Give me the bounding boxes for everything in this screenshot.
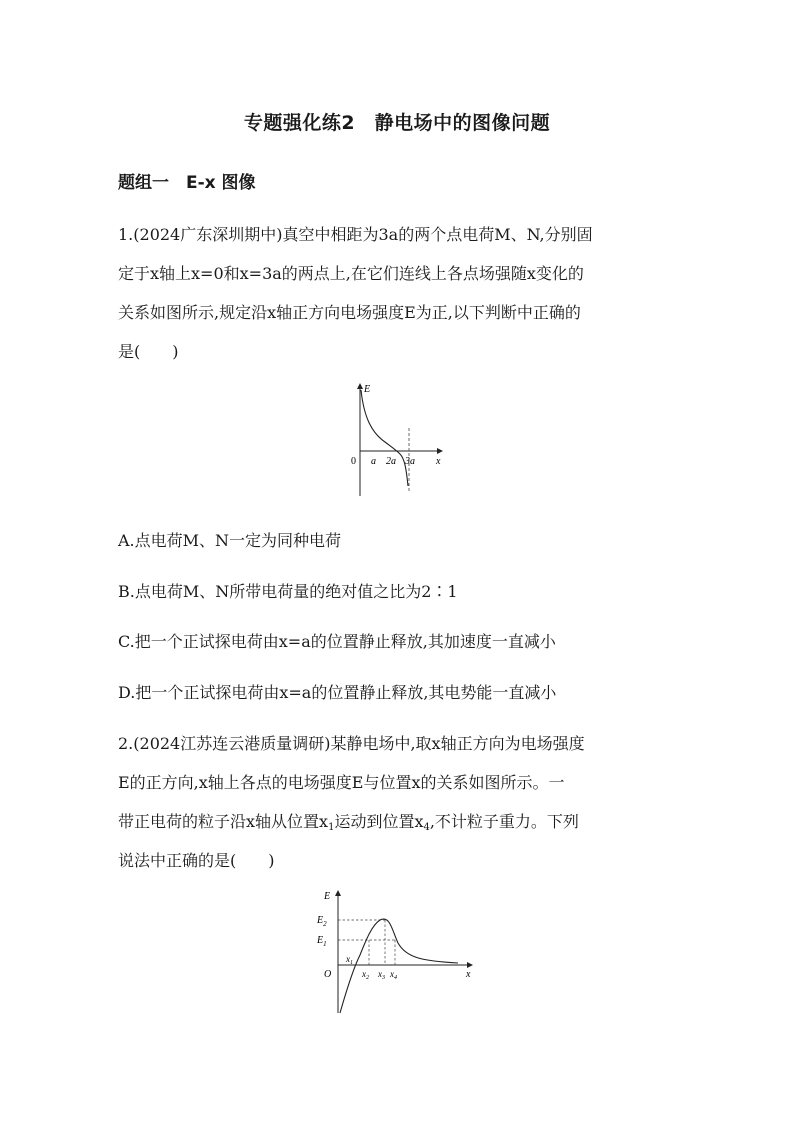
q1-option-c: C.把一个正试探电荷由x=a的位置静止释放,其加速度一直减小 xyxy=(118,632,556,651)
subscript: 1 xyxy=(328,822,335,833)
x2-label: $x_2$ xyxy=(362,969,369,981)
x-axis-label: x xyxy=(466,969,471,980)
x1-label: $x_1$ xyxy=(346,954,353,966)
tick-label-3a: 3a xyxy=(405,456,415,467)
page-title: 专题强化练2 静电场中的图像问题 xyxy=(243,112,551,134)
field-curve xyxy=(340,919,458,1013)
y-axis-label: E xyxy=(364,384,371,395)
question-2 xyxy=(118,724,678,880)
origin-label: 0 xyxy=(351,456,356,467)
tick-label-a: a xyxy=(371,456,376,467)
q1-option-a: A.点电荷M、N一定为同种电荷 xyxy=(118,531,342,550)
subscript: 4 xyxy=(423,822,430,833)
x4-label: $x_4$ xyxy=(390,969,397,981)
q2-text: 运动到位置x xyxy=(334,812,424,831)
q2-text: ,不计粒子重力。下列 xyxy=(429,812,579,831)
x-axis-label: x xyxy=(436,456,441,467)
x3-label: $x_3$ xyxy=(378,969,385,981)
origin-label: O xyxy=(324,969,332,980)
section-heading: 题组一 E-x 图像 xyxy=(118,173,256,193)
e1-label: $E_1$ xyxy=(317,935,327,948)
question-1-figure xyxy=(330,378,460,500)
y-axis-label: E xyxy=(324,891,331,902)
q2-text: 带正电荷的粒子沿x轴从位置x xyxy=(118,812,329,831)
tick-label-2a: 2a xyxy=(386,456,396,467)
question-2-line: 说法中正确的是( ) xyxy=(118,851,275,870)
field-curve xyxy=(361,390,408,486)
question-1-line: 是( ) xyxy=(118,342,179,361)
question-2-figure xyxy=(310,885,480,1017)
q1-option-d: D.把一个正试探电荷由x=a的位置静止释放,其电势能一直减小 xyxy=(118,683,557,702)
question-2-line: 2.(2024江苏连云港质量调研)某静电场中,取x轴正方向为电场强度 xyxy=(118,734,585,753)
e2-label: $E_2$ xyxy=(317,915,327,928)
question-1-line: 定于x轴上x=0和x=3a的两点上,在它们连线上各点场强随x变化的 xyxy=(118,264,584,283)
question-1 xyxy=(118,215,678,371)
question-2-line: E的正方向,x轴上各点的电场强度E与位置x的关系如图所示。一 xyxy=(118,773,565,792)
q1-option-b: B.点电荷M、N所带电荷量的绝对值之比为2∶1 xyxy=(118,582,458,601)
question-1-line: 1.(2024广东深圳期中)真空中相距为3a的两个点电荷M、N,分别固 xyxy=(118,225,593,244)
question-2-line xyxy=(118,802,678,841)
question-1-line: 关系如图所示,规定沿x轴正方向电场强度E为正,以下判断中正确的 xyxy=(118,303,581,322)
